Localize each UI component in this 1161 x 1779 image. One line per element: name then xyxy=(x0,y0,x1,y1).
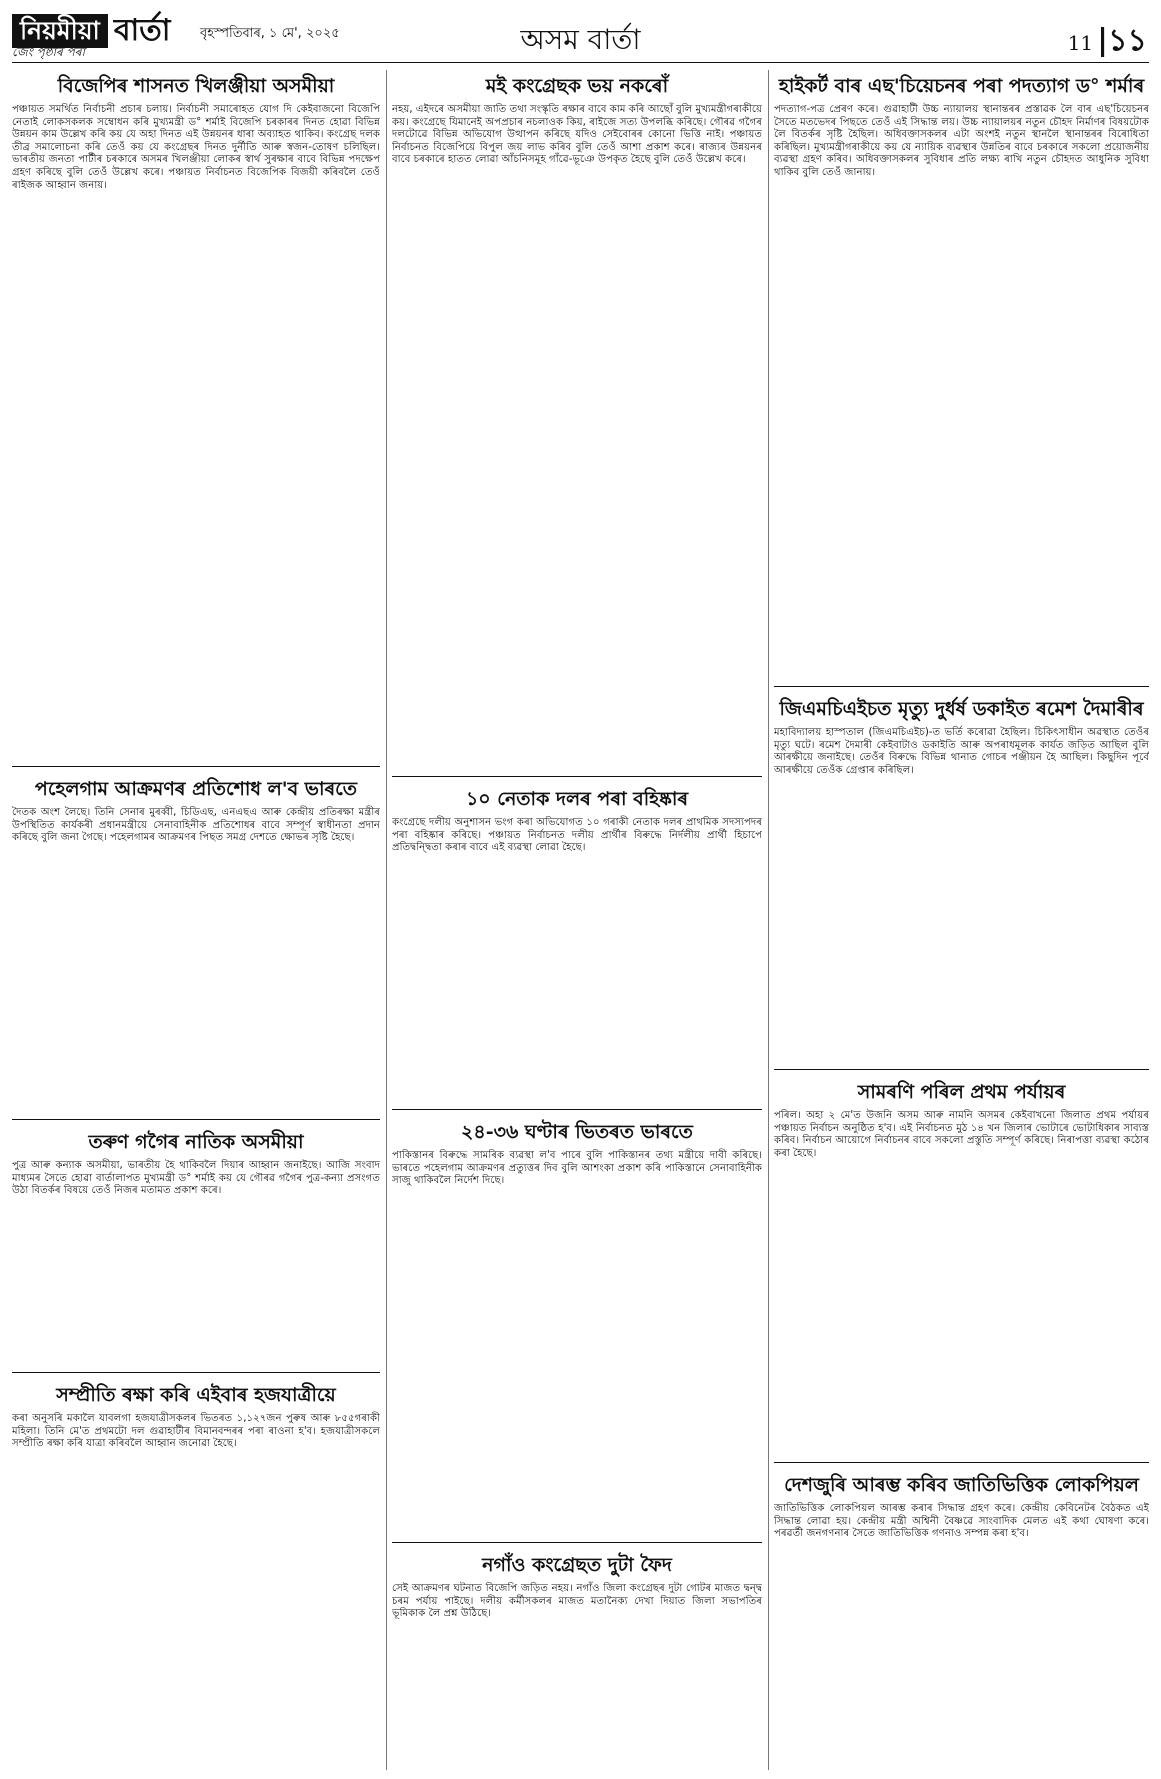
headline-ramesh: জিএমচিএইচত মৃত্যু দুৰ্ধৰ্ষ ডকাইত ৰমেশ দৈমাৰীৰ xyxy=(779,698,1144,720)
column-middle xyxy=(392,70,762,1770)
header-rule xyxy=(12,62,1149,63)
article-nagaon xyxy=(392,1549,762,1769)
continued-label: জেং পৃষ্ঠাৰ পৰা xyxy=(12,45,85,59)
divider xyxy=(774,1069,1149,1070)
article-highcourt xyxy=(774,70,1149,680)
page-number-small: 11 xyxy=(1067,31,1094,55)
headline-lokpriyal: দেশজুৰি আৰম্ভ কৰিব জাতিভিত্তিক লোকপিয়ল xyxy=(784,1474,1139,1496)
divider xyxy=(392,776,762,777)
headline-dal10: ১০ নেতাক দলৰ পৰা বহিষ্কাৰ xyxy=(465,788,689,810)
body-gogoi: পুত্ৰ আৰু কন্যাক অসমীয়া, ভাৰতীয় হৈ থাকিবলৈ দিয়াৰ আহ্বান জনাইছে। আজি সংবাদ মাধ্যমৰ সৈতে হোৱা বাৰ্তালাপত মুখ্যমন্ত্ৰী ড° শৰ্মাই কয় যে গৌৰৱ গগৈৰ পুত্ৰ-কন্যা প্ৰসংগত উঠা বিতৰ্কৰ বিষয়ে তেওঁ নিজৰ মতামত প্ৰকাশ কৰে। xyxy=(12,1160,380,1197)
headline-highcourt: হাইকৰ্ট বাৰ এছ'চিয়েচনৰ পৰা পদত্যাগ ড° শৰ্মাৰ xyxy=(778,75,1145,97)
headline-hours: ২৪-৩৬ ঘণ্টাৰ ভিতৰত ভাৰতে xyxy=(461,1121,693,1143)
headline-pahalgam: পহেলগাম আক্ৰমণৰ প্ৰতিশোধ ল'ব ভাৰতে xyxy=(34,778,358,800)
headline-congress: মই কংগ্ৰেছক ভয় নকৰোঁ xyxy=(485,75,669,97)
article-elections xyxy=(774,1076,1149,1456)
dateline: বৃহস্পতিবাৰ, ১ মে', ২০২৫ xyxy=(200,26,340,41)
article-hours xyxy=(392,1116,762,1536)
body-dal10: কংগ্ৰেছে দলীয় অনুশাসন ভংগ কৰা অভিযোগত ১০ গৰাকী নেতাক দলৰ প্ৰাথমিক সদস্যপদৰ পৰা বহিষ্কাৰ কৰিছে। পঞ্চায়ত নিৰ্বাচনত দলীয় প্ৰাৰ্থীৰ বিৰুদ্ধে নিৰ্দলীয় প্ৰাৰ্থী হিচাপে প্ৰতিদ্বন্দ্বিতা কৰাৰ বাবে এই ব্যৱস্থা লোৱা হৈছে। xyxy=(392,817,762,854)
body-elections: পৰিল। অহা ২ মে'ত উজনি অসম আৰু নামনি অসমৰ কেইবাখনো জিলাত প্ৰথম পৰ্যায়ৰ পঞ্চায়ত নিৰ্বাচন অনুষ্ঠিত হ'ব। এই নিৰ্বাচনত মুঠ ১৪ খন জিলাৰ ভোটাৰে ভোটাধিকাৰ সাব্যস্ত কৰিব। নিৰ্বাচন আয়োগে নিৰ্বাচনৰ বাবে সকলো প্ৰস্তুতি সম্পূৰ্ণ কৰিছে। নিৰাপত্তা ব্যৱস্থা কঠোৰ কৰা হৈছে। xyxy=(774,1110,1149,1159)
article-hajj xyxy=(12,1379,380,1759)
divider xyxy=(12,766,380,767)
divider xyxy=(774,686,1149,687)
headline-hajj: সম্প্ৰীতি ৰক্ষা কৰি এইবাৰ হজযাত্ৰীয়ে xyxy=(56,1384,336,1406)
column-right xyxy=(774,70,1149,1770)
article-bjp xyxy=(12,70,380,760)
divider xyxy=(392,1542,762,1543)
column-rule xyxy=(768,70,769,1770)
headline-gogoi: তৰুণ গগৈৰ নাতিক অসমীয়া xyxy=(88,1131,304,1153)
section-title: অসম বাৰ্তা xyxy=(520,23,641,56)
column-rule xyxy=(386,70,387,1770)
article-ramesh xyxy=(774,693,1149,1063)
body-bjp: পঞ্চায়ত সমৰ্থিত নিৰ্বাচনী প্ৰচাৰ চলায়। নিৰ্বাচনী সমাৰোহত যোগ দি কেইবাজনো বিজেপি নেতাই লোকসকলক সম্বোধন কৰি মুখ্যমন্ত্ৰী ড° শৰ্মাই বিজেপি চৰকাৰৰ দিনত হোৱা বিভিন্ন উন্নয়ন কাম উল্লেখ কৰি কয় যে অহা দিনত এই উন্নয়নৰ ধাৰা অব্যাহত থাকিব। কংগ্ৰেছ দলক তীব্ৰ সমালোচনা কৰি তেওঁ কয় যে কংগ্ৰেছৰ দিনত দুৰ্নীতি আৰু স্বজন-তোষণ চলিছিল। ভাৰতীয় জনতা পাৰ্টীৰ চৰকাৰে অসমৰ খিলঞ্জীয়া লোকৰ স্বাৰ্থ সুৰক্ষাৰ বাবে বিভিন্ন পদক্ষেপ গ্ৰহণ কৰিছে বুলি তেওঁ উল্লেখ কৰে। পঞ্চায়ত নিৰ্বাচনত বিজেপিক বিজয়ী কৰিবলৈ তেওঁ ৰাইজক আহ্বান জনায়। xyxy=(12,104,380,191)
article-lokpriyal xyxy=(774,1469,1149,1769)
divider xyxy=(12,1119,380,1120)
body-pahalgam: দৈতক অংশ লৈছে। তিনি সেনাৰ মুৰব্বী, চিডিএছ, এনএছএ আৰু কেন্দ্ৰীয় প্ৰতিৰক্ষা মন্ত্ৰীৰ উপস্থিতিত কাৰ্যকৰী প্ৰধানমন্ত্ৰীয়ে সেনাবাহিনীক প্ৰতিশোধৰ বাবে সম্পূৰ্ণ স্বাধীনতা প্ৰদান কৰিছে বুলি জনা গৈছে। পহেলগামৰ আক্ৰমণৰ পিছত সমগ্ৰ দেশতে ক্ষোভৰ সৃষ্টি হৈছে। xyxy=(12,807,380,844)
body-ramesh: মহাবিদ্যালয় হাস্পতাল (জিএমচিএইচ)-ত ভৰ্তি কৰোৱা হৈছিল। চিকিৎসাধীন অৱস্থাত তেওঁৰ মৃত্যু ঘটে। ৰমেশ দৈমাৰী কেইবাটাও ডকাইতি আৰু অপৰাধমূলক কাৰ্যত জড়িত আছিল বুলি আৰক্ষীয়ে জনাইছে। তেওঁৰ বিৰুদ্ধে বিভিন্ন থানাত গোচৰ পঞ্জীয়ন হৈ আছিল। কিছুদিন পূৰ্বে আৰক্ষীয়ে তেওঁক গ্ৰেপ্তাৰ কৰিছিল। xyxy=(774,727,1149,776)
article-dal10 xyxy=(392,783,762,1103)
divider xyxy=(12,1372,380,1373)
body-nagaon: সেই আক্ৰমণৰ ঘটনাত বিজেপি জড়িত নহয়। নগাঁও জিলা কংগ্ৰেছৰ দুটা গোটৰ মাজত দ্বন্দ্ব চৰম পৰ্যায় পাইছে। দলীয় কৰ্মীসকলৰ মাজত মতানৈক্য দেখা দিয়াত জিলা সভাপতিৰ ভূমিকাক লৈ প্ৰশ্ন উঠিছে। xyxy=(392,1583,762,1620)
page-number: 11 |১১ xyxy=(1067,23,1147,58)
logo-right: বাৰ্তা xyxy=(113,13,171,48)
body-lokpriyal: জাতিভিত্তিক লোকপিয়ল আৰম্ভ কৰাৰ সিদ্ধান্ত গ্ৰহণ কৰে। কেন্দ্ৰীয় কেবিনেটৰ বৈঠকত এই সিদ্ধান্ত লোৱা হয়। কেন্দ্ৰীয় মন্ত্ৰী অশ্বিনী বৈষ্ণৱে সাংবাদিক মেলত এই কথা ঘোষণা কৰে। পৰৱৰ্তী জনগণনাৰ সৈতে জাতিভিত্তিক গণনাও সম্পন্ন কৰা হ'ব। xyxy=(774,1503,1149,1540)
logo-left: নিয়মীয়া xyxy=(12,14,108,48)
article-pahalgam xyxy=(12,773,380,1113)
body-hajj: কৰা অনুসৰি মকালৈ যাবলগা হজযাত্ৰীসকলৰ ভিতৰত ১,১২৭জন পুৰুষ আৰু ৮৫৫গৰাকী মহিলা। তিনি মে'ত প্ৰথমটো দল গুৱাহাটীৰ বিমানবন্দৰৰ পৰা ৰাওনা হ'ব। হজযাত্ৰীসকলে সম্প্ৰীতি ৰক্ষা কৰি যাত্ৰা কৰিবলৈ আহ্বান জনোৱা হৈছে। xyxy=(12,1413,380,1450)
body-highcourt: পদত্যাগ-পত্ৰ প্ৰেৰণ কৰে। গুৱাহাটী উচ্চ ন্যায়ালয় স্থানান্তৰৰ প্ৰস্তাৱক লৈ বাৰ এছ'চিয়েচনৰ সৈতে মতভেদৰ পিছতে তেওঁ এই সিদ্ধান্ত লয়। উচ্চ ন্যায়ালয়ৰ নতুন চৌহদ নিৰ্মাণৰ বিষয়টোক লৈ বিতৰ্কৰ সৃষ্টি হৈছিল। অধিবক্তাসকলৰ এটা অংশই নতুন স্থানলৈ স্থানান্তৰৰ বিৰোধিতা কৰিছিল। মুখ্যমন্ত্ৰীগৰাকীয়ে কয় যে ন্যায়িক ব্যৱস্থাৰ উন্নতিৰ বাবে চৰকাৰে সকলো প্ৰয়োজনীয় ব্যৱস্থা গ্ৰহণ কৰিব। অধিবক্তাসকলৰ সুবিধাৰ প্ৰতি লক্ষ্য ৰাখি নতুন চৌহদত আধুনিক সুবিধা থাকিব বুলি তেওঁ জানায়। xyxy=(774,104,1149,178)
headline-nagaon: নগাঁও কংগ্ৰেছত দুটা ফৈদ xyxy=(482,1554,672,1576)
column-left xyxy=(12,70,380,1770)
article-gogoi xyxy=(12,1126,380,1366)
body-hours: পাকিস্তানৰ বিৰুদ্ধে সামৰিক ব্যৱস্থা ল'ব পাৰে বুলি পাকিস্তানৰ তথ্য মন্ত্ৰীয়ে দাবী কৰিছে। ভাৰতে পহেলগাম আক্ৰমণৰ প্ৰত্যুত্তৰ দিব বুলি আশংকা প্ৰকাশ কৰি পাকিস্তানে সেনাবাহিনীক সাজু থাকিবলৈ নিৰ্দেশ দিছে। xyxy=(392,1150,762,1187)
body-congress: নহয়, এইদৰে অসমীয়া জাতি তথা সংস্কৃতি ৰক্ষাৰ বাবে কাম কৰি আছোঁ বুলি মুখ্যমন্ত্ৰীগৰাকীয়ে কয়। কংগ্ৰেছে যিমানেই অপপ্ৰচাৰ নচলাওক কিয়, ৰাইজে সত্য উপলব্ধি কৰিছে। গৌৰৱ গগৈৰ দলটোৱে বিভিন্ন অভিযোগ উত্থাপন কৰিছে যদিও সেইবোৰৰ কোনো ভিত্তি নাই। পঞ্চায়ত নিৰ্বাচনত বিজেপিয়ে বিপুল জয় লাভ কৰিব বুলি তেওঁ আশা প্ৰকাশ কৰে। ৰাজ্যৰ উন্নয়নৰ বাবে চৰকাৰে হাতত লোৱা আঁচনিসমূহ গাঁৱে-ভূঞে উপকৃত হৈছে বুলি তেওঁ উল্লেখ কৰে। xyxy=(392,104,762,166)
divider xyxy=(774,1462,1149,1463)
headline-bjp: বিজেপিৰ শাসনত খিলঞ্জীয়া অসমীয়া xyxy=(57,75,335,97)
headline-elections: সামৰণি পৰিল প্ৰথম পৰ্যায়ৰ xyxy=(857,1081,1066,1103)
page-number-big: ১১ xyxy=(1108,23,1147,58)
divider xyxy=(392,1109,762,1110)
article-congress xyxy=(392,70,762,770)
